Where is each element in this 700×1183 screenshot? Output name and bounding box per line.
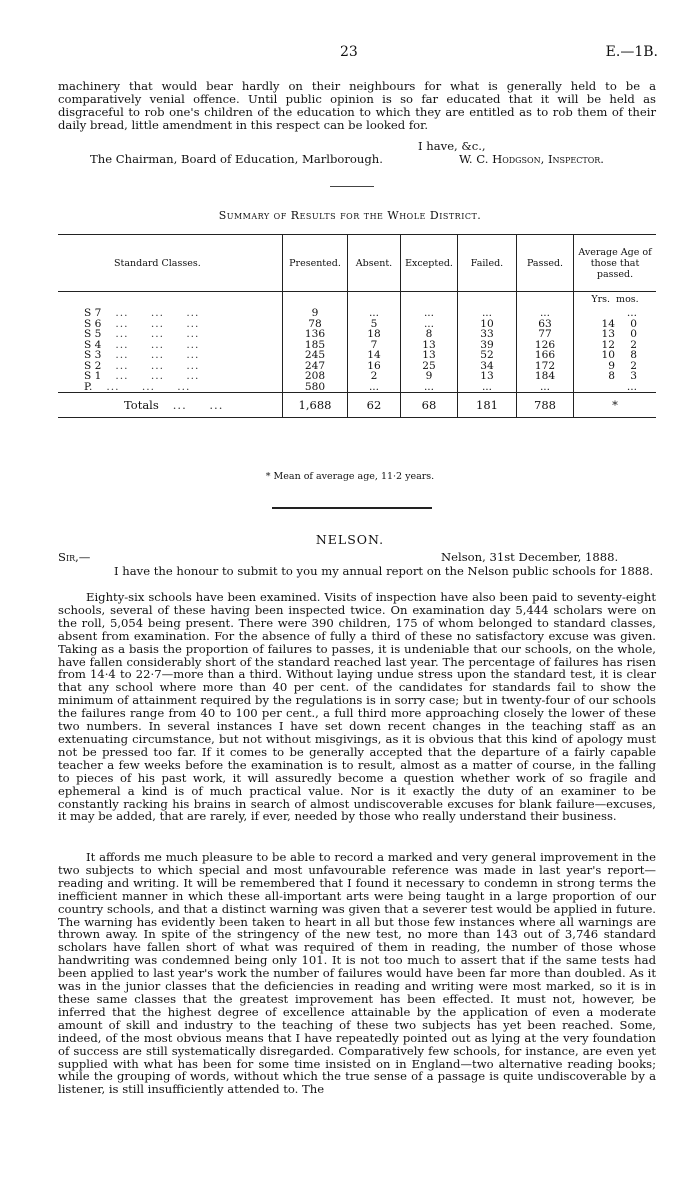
cell-excepted: ... — [401, 308, 458, 319]
closing-signature: W. C. Hodgson, Inspector. — [459, 152, 604, 166]
table-row — [58, 382, 656, 393]
row-class: S 2 ... ... ... — [84, 359, 200, 372]
cell-average-age: 12 2 — [574, 340, 657, 351]
cell-passed: 166 — [517, 350, 574, 361]
cell-absent: 2 — [348, 371, 401, 382]
cell-absent: ... — [348, 382, 401, 393]
page-number: 23 — [340, 44, 358, 60]
cell-absent: 18 — [348, 329, 401, 340]
cell-average-age: ... — [574, 308, 657, 319]
report-paragraph-3: It affords me much pleasure to be able to record a marked and very general improvement in the two subjects to which special and most unfavourable reference was made in last year's report—reading and writing. It will be remembered that I found it necessary to condemn in strong terms the inefficient manner in which these all-important arts were being taught in a large proportion of our country schools, and that a distinct warning was given that a severer test would be applied in future. The warning has evidently been taken to heart in all but those few instances where all warnings are thrown away. In spite of the stringency of the new test, no more than 143 out of 3,746 standard scholars have fallen short of what was required of them in reading, the number of those whose handwriting was condemned being only 101. It is not too much to assert that if the same tests had been applied to last year's work the number of failures would have been far more than doubled. As it was in the junior classes that the deficiencies in reading and writing were most marked, so it is in these same classes that the greatest improvement has been effected. It must not, however, be inferred that the highest degree of excellence attainable by the application of even a moderate amount of skill and industry to the teaching of these two subjects has yet been reached. Some, indeed, of the most obvious means that I have repeatedly pointed out as lying at the very foundation of success are still systematically disregarded. Comparatively few schools, for instance, are even yet supplied with what has been for some time insisted on in England—two alternative reading books; while the grouping of words, without which the true sense of a passage is quite undiscoverable by a listener, is still insufficiently attended to. The — [58, 850, 656, 1097]
cell-failed: 52 — [458, 350, 517, 361]
total-presented: 1,688 — [283, 393, 348, 418]
table-row — [58, 329, 656, 340]
cell-average-age: 14 0 — [574, 319, 657, 330]
row-class: S 7 ... ... ... — [84, 307, 200, 319]
cell-excepted: 13 — [401, 350, 458, 361]
cell-excepted: 8 — [401, 329, 458, 340]
total-failed: 181 — [458, 393, 517, 418]
header-excepted: Excepted. — [401, 235, 458, 292]
cell-excepted: ... — [401, 319, 458, 330]
section-divider-thick — [272, 507, 432, 509]
age-units: Yrs. mos. — [574, 292, 657, 309]
section-heading: NELSON. — [315, 532, 385, 547]
cell-average-age: ... — [574, 382, 657, 393]
row-class: P. ... ... ... — [84, 380, 191, 393]
total-age: * — [574, 393, 657, 418]
page-header — [0, 44, 700, 64]
cell-failed: 39 — [458, 340, 517, 351]
header-presented: Presented. — [283, 235, 348, 292]
cell-failed: 34 — [458, 361, 517, 372]
header-average-age: Average Age of those that passed. — [574, 235, 657, 292]
cell-presented: 9 — [283, 308, 348, 319]
cell-excepted: 25 — [401, 361, 458, 372]
header-standard-classes: Standard Classes. — [58, 235, 283, 292]
header-passed: Passed. — [517, 235, 574, 292]
summary-table — [58, 234, 656, 418]
cell-presented: 580 — [283, 382, 348, 393]
closing-recipient: The Chairman, Board of Education, Marlborough. — [90, 152, 383, 166]
cell-failed: ... — [458, 308, 517, 319]
totals-label: Totals ... ... — [58, 393, 283, 418]
cell-average-age: 13 0 — [574, 329, 657, 340]
totals-row — [58, 393, 656, 418]
cell-presented: 208 — [283, 371, 348, 382]
table-row — [58, 308, 656, 319]
cell-failed: 33 — [458, 329, 517, 340]
row-class: S 5 ... ... ... — [84, 328, 200, 340]
cell-failed: 13 — [458, 371, 517, 382]
document-reference: E.—1B. — [605, 44, 658, 60]
row-class: S 4 ... ... ... — [84, 338, 200, 351]
table-row — [58, 371, 656, 382]
cell-failed: 10 — [458, 319, 517, 330]
header-absent: Absent. — [348, 235, 401, 292]
letter-salutation: Sir,— — [58, 550, 91, 564]
cell-presented: 78 — [283, 319, 348, 330]
header-failed: Failed. — [458, 235, 517, 292]
total-passed: 788 — [517, 393, 574, 418]
cell-absent: 7 — [348, 340, 401, 351]
total-excepted: 68 — [401, 393, 458, 418]
cell-presented: 247 — [283, 361, 348, 372]
cell-failed: ... — [458, 382, 517, 393]
cell-passed: 126 — [517, 340, 574, 351]
report-paragraph-2: Eighty-six schools have been examined. Visits of inspection have also been paid to seventy-eight schools, several of these having been inspected twice. On examination day 5,444 scholars were on the roll, 5,054 being present. There were 390 children, 175 of whom belonged to standard classes, absent from examination. For the absence of fully a third of these no satisfactory excuse was given. Taking as a basis the proportion of failures to passes, it is undeniable that our schools, on the whole, have fallen considerably short of the standard reached last year. The percentage of failures has risen from 14·4 to 22·7—more than a third. Without laying undue stress upon the standard test, it is clear that any school where more than 40 per cent. of the candidates for standards fail to show the minimum of attainment required by the regulations is in sorry case; but in twenty-four of our schools the failures range from 40 to 100 per cent., a full third more approaching closely the lower of these two numbers. In several instances I have set down recent changes in the teaching staff as an extenuating circumstance, but not without misgivings, as it is obvious that this kind of apology must not be pressed too far. If it comes to be generally accepted that the departure of a fairly capable teacher a few weeks before the examination is to result, almost as a matter of course, in the falling to pieces of his past work, it will assuredly become a question whether work of so fragile and ephemeral a kind is of much practical value. Nor is it exactly the duty of an examiner to be constantly racking his brains in search of almost undiscoverable excuses for blank failure—excuses, it may be added, that are rarely, if ever, needed by those who really understand their business. — [58, 590, 656, 824]
table-title: Summary of Results for the Whole District. — [218, 209, 482, 222]
table-footnote: * Mean of average age, 11·2 years. — [265, 471, 435, 482]
intro-paragraph: machinery that would bear hardly on their neighbours for what is generally held to be a comparatively venial offence. Until public opinion is so far educated that it will be held as disgraceful to rob one's children of the education to which they are entitled as to rob them of their daily bread, little amendment in this respect can be looked for. — [58, 79, 656, 132]
cell-passed: 77 — [517, 329, 574, 340]
cell-absent: ... — [348, 308, 401, 319]
cell-passed: 63 — [517, 319, 574, 330]
row-class: S 6 ... ... ... — [84, 317, 200, 330]
table-header-row — [58, 235, 656, 292]
cell-presented: 185 — [283, 340, 348, 351]
cell-absent: 16 — [348, 361, 401, 372]
cell-passed: 184 — [517, 371, 574, 382]
cell-average-age: 10 8 — [574, 350, 657, 361]
table-row — [58, 350, 656, 361]
cell-passed: 172 — [517, 361, 574, 372]
units-row — [58, 292, 656, 309]
row-class: S 1 ... ... ... — [84, 370, 200, 382]
cell-presented: 136 — [283, 329, 348, 340]
cell-presented: 245 — [283, 350, 348, 361]
cell-average-age: 8 3 — [574, 371, 657, 382]
cell-excepted: ... — [401, 382, 458, 393]
cell-absent: 5 — [348, 319, 401, 330]
cell-average-age: 9 2 — [574, 361, 657, 372]
cell-excepted: 9 — [401, 371, 458, 382]
section-divider — [330, 186, 374, 187]
cell-absent: 14 — [348, 350, 401, 361]
row-class: S 3 ... ... ... — [84, 349, 200, 361]
total-absent: 62 — [348, 393, 401, 418]
cell-passed: ... — [517, 382, 574, 393]
closing-salutation: I have, &c., — [418, 139, 486, 153]
cell-passed: ... — [517, 308, 574, 319]
letter-place-date: Nelson, 31st December, 1888. — [441, 550, 619, 564]
cell-excepted: 13 — [401, 340, 458, 351]
report-paragraph-1: I have the honour to submit to you my annual report on the Nelson public schools for 1888. — [114, 564, 654, 578]
